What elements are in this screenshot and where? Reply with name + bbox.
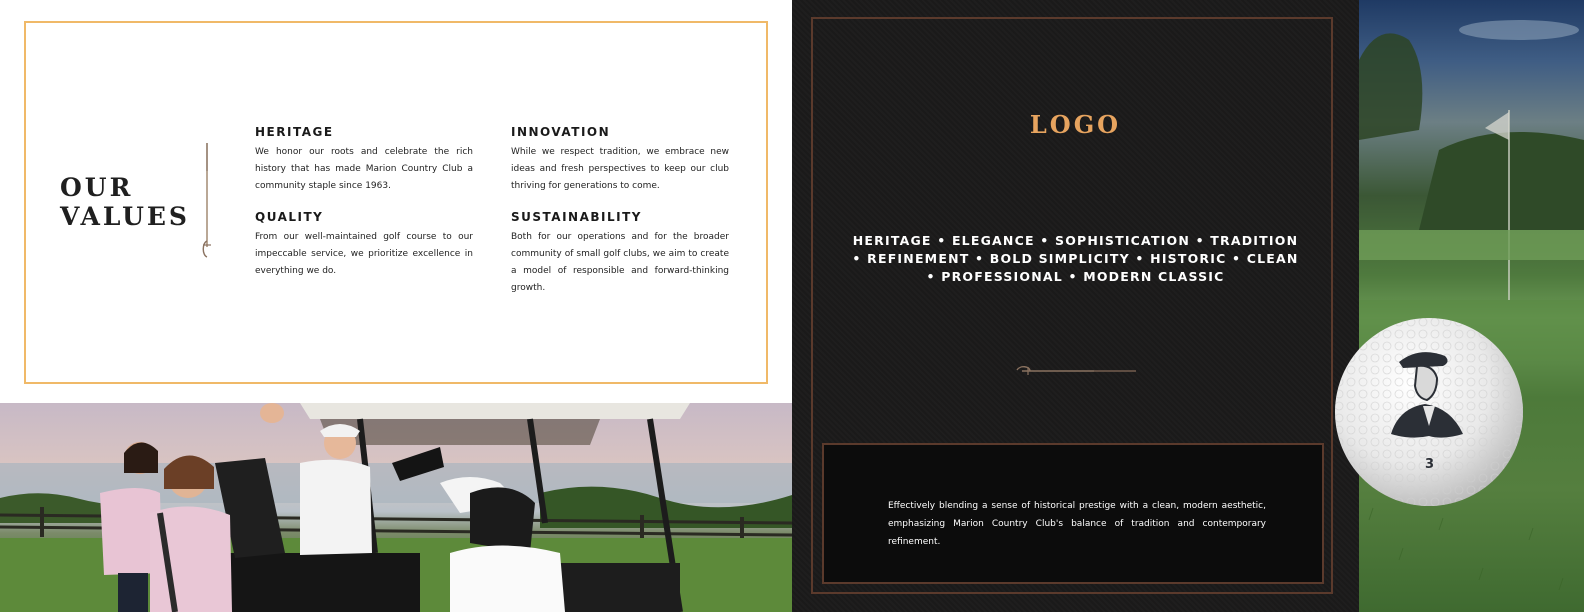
value-sustainability (511, 210, 729, 297)
golf-cart-photo (0, 403, 792, 612)
values-title (60, 173, 190, 231)
value-text: Both for our operations and for the broader community of small golf clubs, we aim to create a model of responsible and forward-thinking growth. (511, 232, 729, 293)
sword-icon (1014, 364, 1138, 378)
sword-icon (201, 141, 213, 261)
value-heading: INNOVATION (511, 125, 611, 139)
keywords-line: • PROFESSIONAL • MODERN CLASSIC (926, 269, 1225, 284)
logo-title: LOGO (1029, 110, 1122, 139)
keywords-line: HERITAGE • ELEGANCE • SOPHISTICATION • TRADITION (852, 233, 1299, 248)
values-title-line1: OUR (60, 173, 134, 202)
keywords-line: • REFINEMENT • BOLD SIMPLICITY • HISTORIC • CLEAN (852, 251, 1299, 266)
value-heading: HERITAGE (255, 125, 334, 139)
golf-course-photo (1359, 0, 1584, 612)
value-heritage (255, 125, 473, 195)
value-heading: QUALITY (255, 210, 324, 224)
value-heading: SUSTAINABILITY (511, 210, 642, 224)
golf-cart-illustration (0, 403, 792, 612)
golf-ball-illustration (1333, 316, 1525, 508)
value-text: We honor our roots and celebrate the rich history that has made Marion Country Club a community staple since 1963. (255, 147, 473, 191)
golf-course-illustration (1359, 0, 1584, 612)
value-innovation (511, 125, 729, 195)
value-quality (255, 210, 473, 280)
value-text: From our well-maintained golf course to our impeccable service, we prioritize excellence in everything we do. (255, 232, 473, 276)
logo-panel (792, 0, 1359, 612)
logo-description-box (822, 443, 1324, 584)
values-title-line2: VALUES (60, 202, 190, 231)
logo-description: Effectively blending a sense of historical prestige with a clean, modern aesthetic, emphasizing Marion Country Club's balance of tradition and contemporary refinement. (888, 501, 1266, 547)
values-frame (24, 21, 768, 384)
golf-ball-number: 3 (1425, 457, 1435, 472)
value-text: While we respect tradition, we embrace new ideas and fresh perspectives to keep our club thriving for generations to come. (511, 147, 729, 191)
logo-keywords (852, 232, 1299, 286)
golf-ball (1333, 316, 1525, 508)
